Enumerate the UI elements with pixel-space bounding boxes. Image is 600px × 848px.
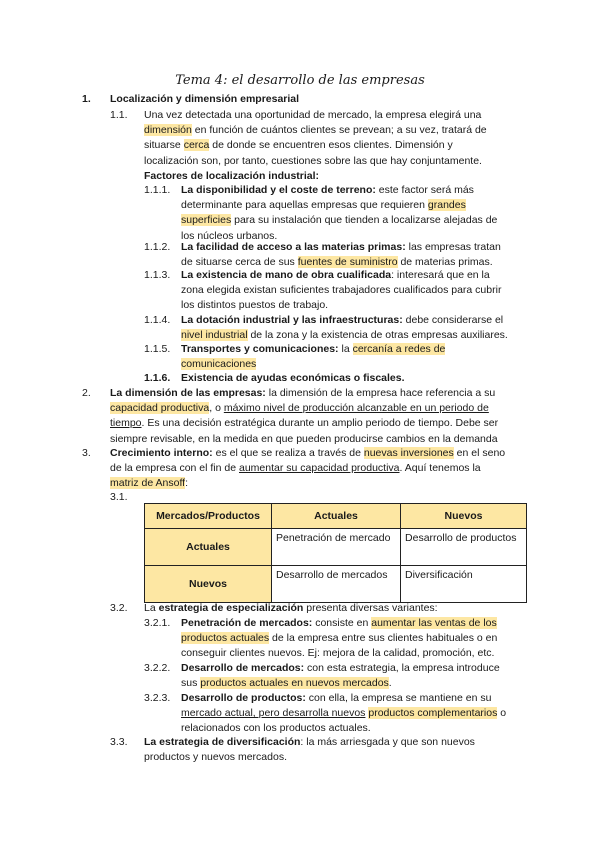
paragraph: La estrategia de especialización presenta diversas variantes: <box>144 602 438 614</box>
highlight: cerca <box>183 139 210 152</box>
list-item: La dotación industrial y las infraestructuras: debe considerarse el nivel industrial de la zona y la existencia de otras empresas auxiliares. <box>181 314 508 342</box>
item-number: 1.1.1. <box>144 184 171 196</box>
table-row <box>145 529 527 566</box>
section-number: 3. <box>82 447 91 459</box>
highlight: grandes <box>427 199 466 212</box>
paragraph: Una vez detectada una oportunidad de mercado, la empresa elegirá una dimensión en función de cuántos clientes se prevean; a su vez, tratará de situarse cerca de donde se encuentren esos clientes. Dimensión y localización son, por tanto, cuestiones sobre las que hay conjuntamente. Factores de localización industrial: <box>144 109 487 182</box>
section-heading: Localización y dimensión empresarial <box>110 93 300 105</box>
paragraph: Crecimiento interno: es el que se realiza a través de nuevas inversiones en el seno de la empresa con el fin de aumentar su capacidad productiva. Aquí tenemos la matriz de Ansoff: <box>110 447 506 490</box>
highlight: aumentar las ventas de los <box>371 617 497 629</box>
list-item: La existencia de mano de obra cualificada: interesará que en la zona elegida existan suficientes trabajadores cualificados para cubrir los distintos puestos de trabajo. <box>181 269 502 312</box>
table-cell: Desarrollo de productos <box>401 529 527 566</box>
table-header-cell: Nuevos <box>401 504 527 529</box>
section-number: 2. <box>82 387 91 399</box>
table-header-cell: Actuales <box>272 504 401 529</box>
item-number: 3.2.2. <box>144 662 171 674</box>
highlight: matriz de Ansoff <box>110 477 186 490</box>
page-title: Tema 4: el desarrollo de las empresas <box>175 73 425 88</box>
list-item: La disponibilidad y el coste de terreno: este factor será más determinante para aquellas empresas que requieren grandes superficies para su instalación que tienden a localizarse alejadas de los núcleos urbanos. <box>181 184 498 242</box>
highlight: fuentes de suministro <box>297 256 398 269</box>
list-item: Desarrollo de productos: con ella, la empresa se mantiene en su mercado actual, pero desarrolla nuevos productos complementarios o relacionados con los productos actuales. <box>181 692 507 735</box>
highlight: cercanía a redes de <box>352 343 446 355</box>
table-cell: Desarrollo de mercados <box>272 566 401 603</box>
highlight: productos actuales <box>181 632 270 645</box>
table-cell: Penetración de mercado <box>272 529 401 566</box>
paragraph: La dimensión de las empresas: la dimensión de la empresa hace referencia a su capacidad productiva, o máximo nivel de producción alcanzable en un periodo de tiempo. Es una decisión estratégica durante un amplio periodo de tiempo. Debe ser siempre revisable, en la medida en que pueden producirse cambios en la demanda <box>110 387 499 445</box>
list-item: Desarrollo de mercados: con esta estrategia, la empresa introduce sus productos actuales en nuevos mercados. <box>181 662 500 690</box>
subsection-number: 1.1. <box>110 109 128 121</box>
subsection-number: 3.2. <box>110 602 128 614</box>
item-number: 3.2.3. <box>144 692 171 704</box>
highlight: productos actuales en nuevos mercados <box>200 677 389 690</box>
list-item: La facilidad de acceso a las materias primas: las empresas tratan de situarse cerca de sus fuentes de suministro de materias primas. <box>181 241 501 269</box>
row-header-cell: Actuales <box>145 529 272 566</box>
table-header-cell: Mercados/Productos <box>145 504 272 529</box>
item-number: 1.1.6. <box>144 372 171 384</box>
table-row <box>145 566 527 603</box>
highlight: nivel industrial <box>181 329 248 342</box>
highlight: capacidad productiva <box>110 402 210 415</box>
paragraph: La estrategia de diversificación: la más arriesgada y que son nuevos productos y nuevos mercados. <box>144 736 475 764</box>
table-cell: Diversificación <box>401 566 527 603</box>
subsection-number: 3.3. <box>110 736 128 748</box>
highlight: comunicaciones <box>181 358 257 371</box>
item-number: 1.1.4. <box>144 314 171 326</box>
row-header-cell: Nuevos <box>145 566 272 603</box>
item-number: 1.1.5. <box>144 343 171 355</box>
list-item: Penetración de mercados: consiste en aumentar las ventas de los productos actuales de la empresa entre sus clientes habituales o en conseguir clientes nuevos. Ej: mejora de la calidad, promoción, etc. <box>181 617 498 660</box>
subsection-number: 3.1. <box>110 491 128 503</box>
highlight: productos complementarios <box>368 707 498 720</box>
ansoff-matrix-table <box>144 503 527 603</box>
highlight: nuevas inversiones <box>363 447 454 459</box>
table-header-row <box>145 504 527 529</box>
list-item: Transportes y comunicaciones: la cercanía a redes de comunicaciones <box>181 343 446 371</box>
item-number: 1.1.3. <box>144 269 171 281</box>
item-number: 3.2.1. <box>144 617 171 629</box>
item-number: 1.1.2. <box>144 241 171 253</box>
list-item: Existencia de ayudas económicas o fiscales. <box>181 372 405 384</box>
highlight: superficies <box>181 214 232 227</box>
section-number: 1. <box>82 93 91 105</box>
highlight: dimensión <box>144 124 192 137</box>
